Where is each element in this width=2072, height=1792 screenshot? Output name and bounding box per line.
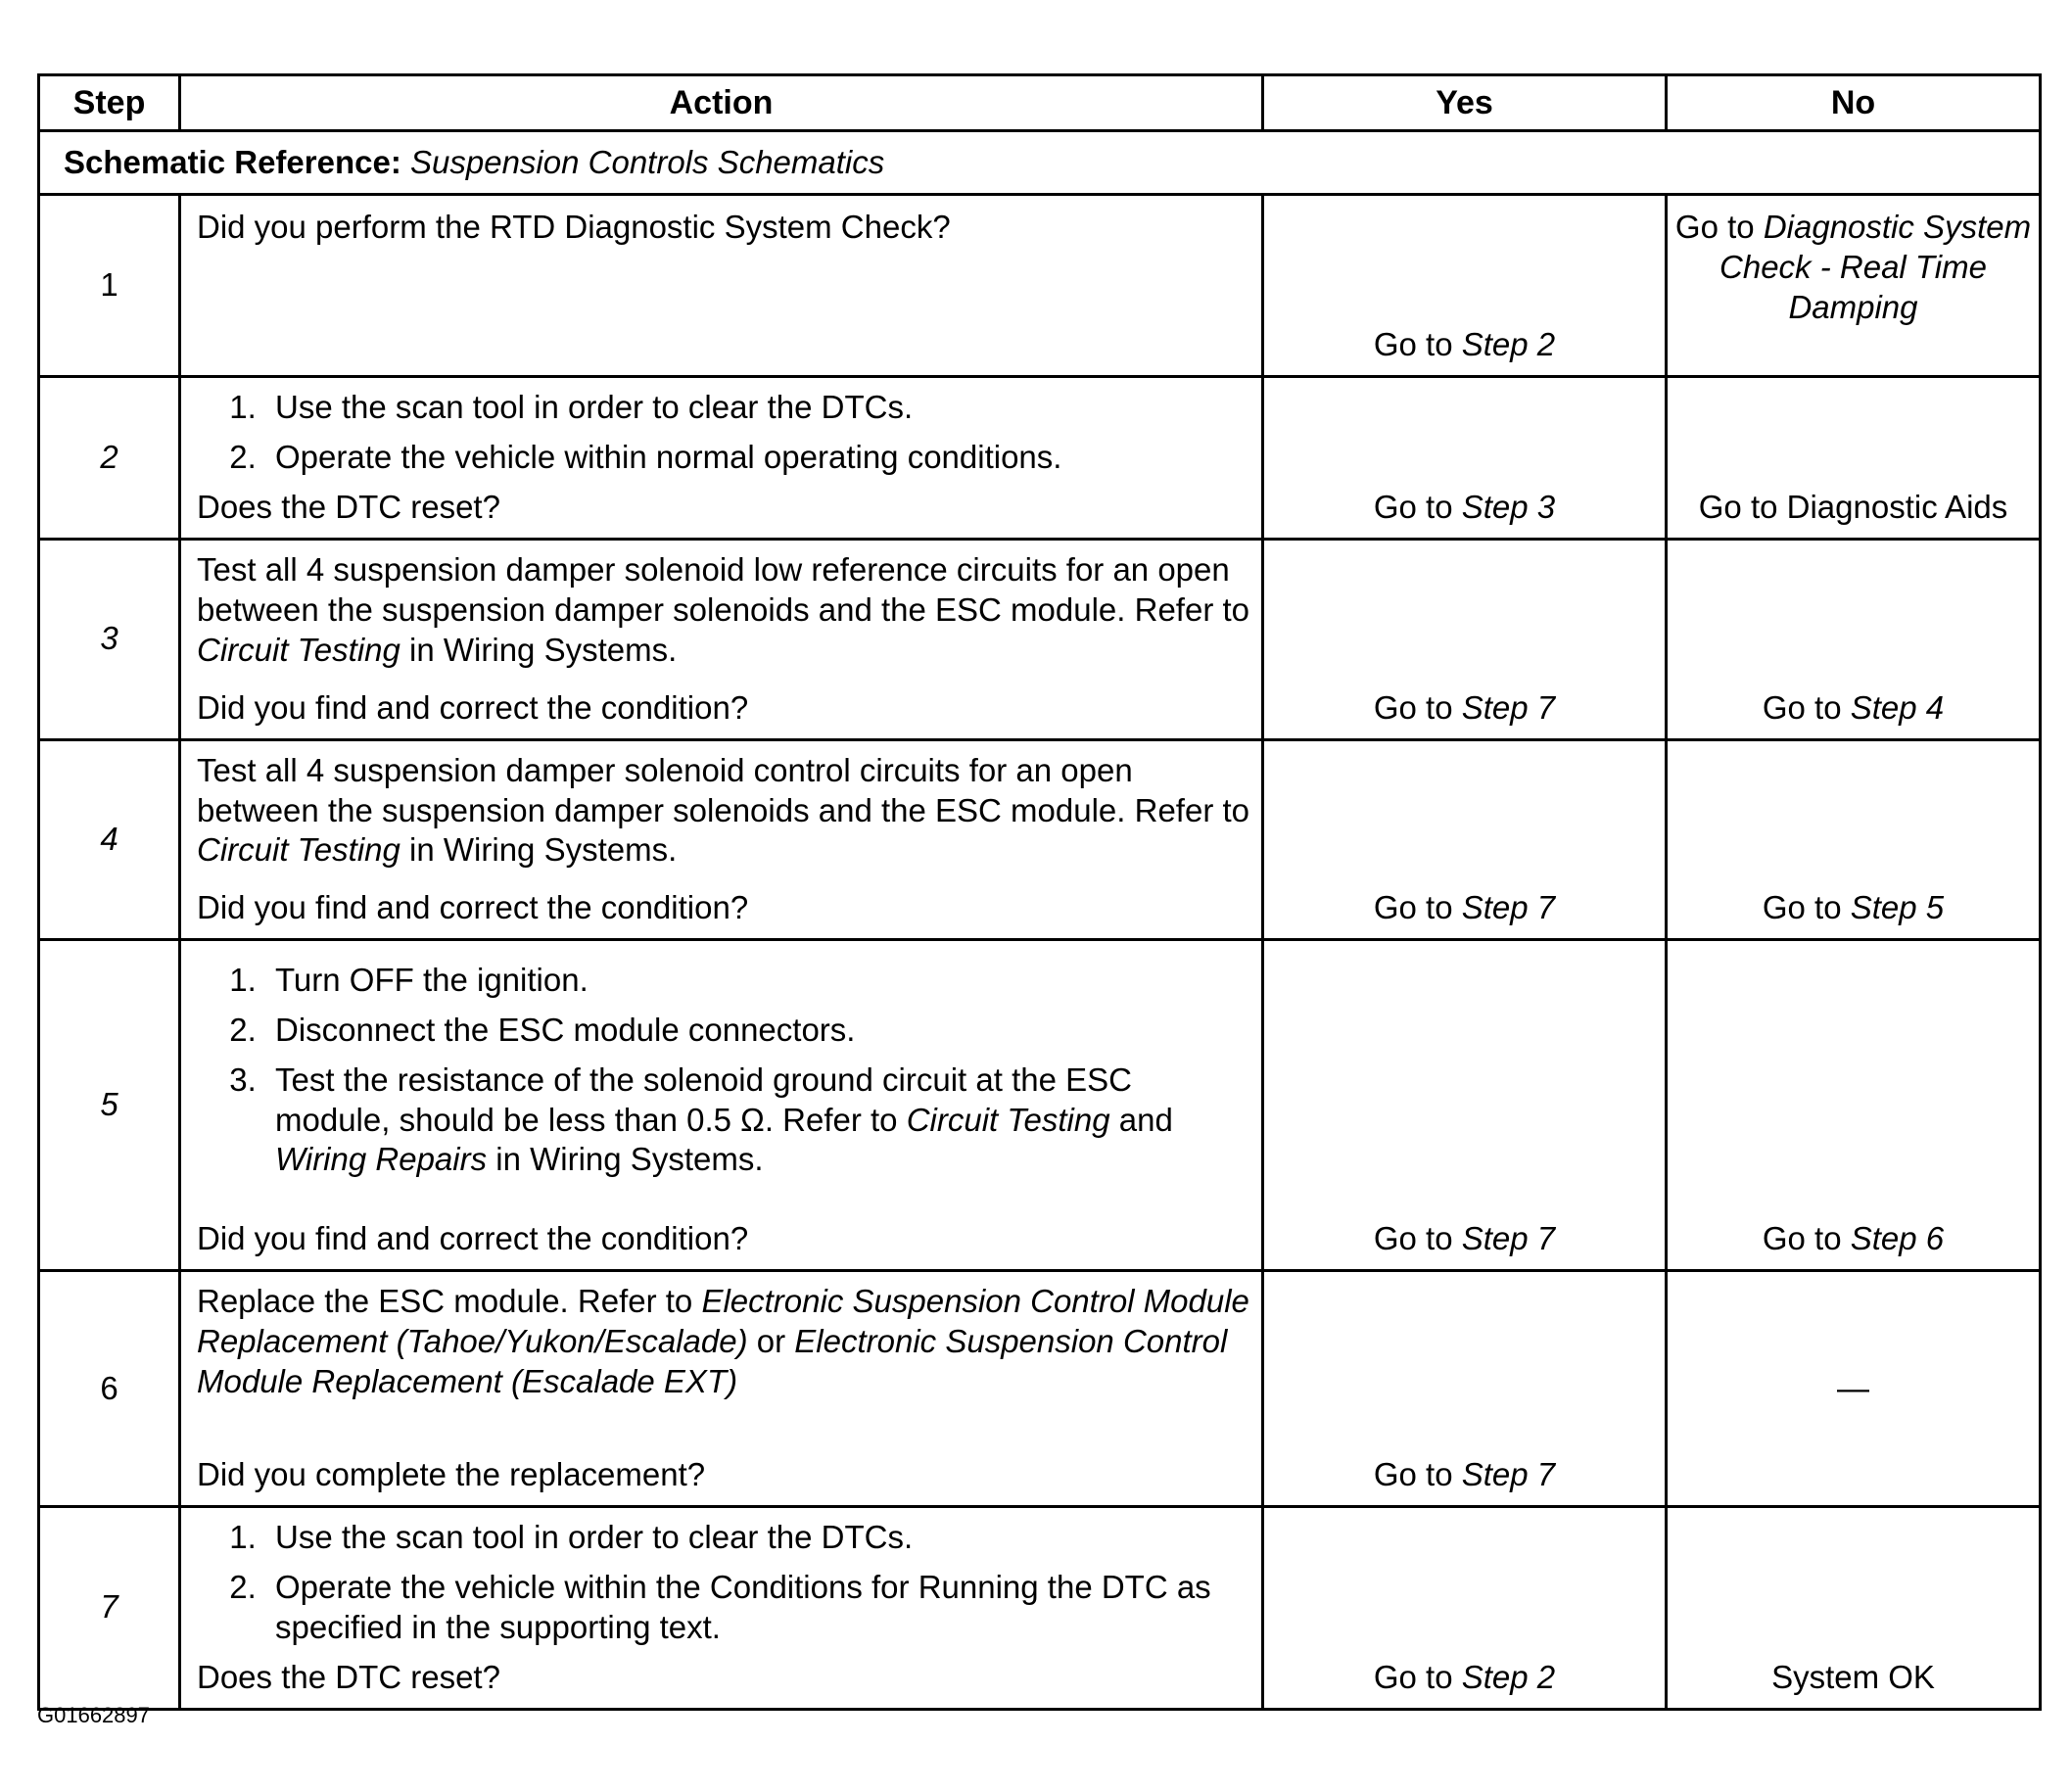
figure-id: G01662897 [37,1703,150,1727]
schematic-reference-row [39,131,2041,195]
circuit-testing-link[interactable]: Circuit Testing [197,631,400,668]
instruction-list [197,961,1249,1181]
no-text: System OK [1771,1658,1935,1695]
step-number: 3 [39,540,180,740]
step-number: 1 [39,195,180,377]
no-step-link[interactable]: Step 4 [1850,688,1945,726]
yes-cell [1263,540,1667,740]
list-item: 2. Operate the vehicle within the Conditions for Running the DTC as specified in the supporting text. [265,1568,1249,1648]
header-no: No [1667,75,2041,131]
question-text: Did you find and correct the condition? [197,889,749,926]
no-cell [1667,540,2041,740]
step-number: 4 [39,739,180,940]
yes-step-link[interactable]: Step 7 [1461,889,1556,926]
yes-step-link[interactable]: Step 3 [1461,489,1556,526]
no-dash: — [1837,1369,1869,1406]
yes-prefix: Go to [1373,688,1462,726]
yes-prefix: Go to [1373,1455,1462,1492]
header-action: Action [180,75,1263,131]
action-cell [180,377,1263,540]
yes-prefix: Go to [1373,889,1462,926]
no-cell [1667,1506,2041,1709]
table-row [39,1271,2041,1507]
list-item-text: and [1109,1101,1173,1138]
list-item: 1. Use the scan tool in order to clear the DTCs. [265,1518,1249,1558]
action-text: Test all 4 suspension damper solenoid low reference circuits for an open between the suspension damper solenoids and the ESC module. Refer to [197,551,1249,628]
list-item [265,1061,1249,1181]
action-text: or [747,1323,795,1360]
wiring-repairs-link[interactable]: Wiring Repairs [275,1141,488,1178]
esc-replacement-link-tahoe[interactable]: Electronic Suspension Control Module Replacement (Tahoe/Yukon/Escalade) [197,1283,1249,1360]
diagnostic-table-container [37,73,2039,1711]
action-cell [180,195,1263,377]
action-text: in Wiring Systems. [400,631,678,668]
yes-cell [1263,940,1667,1271]
step-number: 7 [39,1506,180,1709]
no-prefix: Go to [1674,209,1764,245]
list-item-text: Test the resistance of the solenoid ground circuit at the ESC module, should be less than 0.5 Ω. Refer to [275,1061,1132,1138]
yes-cell [1263,1506,1667,1709]
no-text: Go to Diagnostic Aids [1698,489,2008,526]
action-cell [180,739,1263,940]
header-row [39,75,2041,131]
yes-step-link[interactable]: Step 7 [1461,688,1556,726]
list-item-text: in Wiring Systems. [487,1141,764,1178]
question-text: Does the DTC reset? [197,1658,500,1695]
action-cell [180,1506,1263,1709]
step-number: 5 [39,940,180,1271]
yes-prefix: Go to [1373,1658,1462,1695]
no-cell [1667,739,2041,940]
step-number: 2 [39,377,180,540]
no-step-link[interactable]: Step 5 [1850,889,1945,926]
schematic-reference [39,131,2041,195]
esc-replacement-link-ext[interactable]: Electronic Suspension Control Module Replacement (Escalade EXT) [197,1323,1228,1400]
list-item: 1. Turn OFF the ignition. [265,961,1249,1001]
no-cell [1667,1271,2041,1507]
yes-step-link[interactable]: Step 7 [1461,1220,1556,1257]
question-text: Did you find and correct the condition? [197,688,749,726]
no-cell [1667,940,2041,1271]
question-text: Does the DTC reset? [197,489,500,526]
no-cell [1667,377,2041,540]
list-item: 2. Operate the vehicle within normal operating conditions. [265,438,1249,478]
circuit-testing-link[interactable]: Circuit Testing [197,831,400,869]
table-row [39,377,2041,540]
question-text: Did you perform the RTD Diagnostic System Check? [197,209,951,245]
yes-prefix: Go to [1373,1220,1462,1257]
yes-cell [1263,1271,1667,1507]
yes-step-link[interactable]: Step 2 [1461,326,1556,363]
circuit-testing-link[interactable]: Circuit Testing [906,1101,1110,1138]
schematic-reference-label: Schematic Reference: [64,143,401,180]
table-row [39,1506,2041,1709]
action-text: Test all 4 suspension damper solenoid control circuits for an open between the suspension damper solenoids and the ESC module. Refer to [197,751,1249,828]
no-cell [1667,195,2041,377]
action-cell [180,540,1263,740]
list-item: 2. Disconnect the ESC module connectors. [265,1011,1249,1051]
yes-step-link[interactable]: Step 2 [1461,1658,1556,1695]
action-cell [180,940,1263,1271]
yes-prefix: Go to [1373,489,1462,526]
table-row [39,195,2041,377]
step-number: 6 [39,1271,180,1507]
diagnostic-table [37,73,2042,1711]
table-row [39,940,2041,1271]
list-item: 1. Use the scan tool in order to clear the DTCs. [265,388,1249,428]
action-body [197,550,1249,671]
no-step-link[interactable]: Step 6 [1850,1220,1945,1257]
action-text: in Wiring Systems. [400,831,678,869]
question-text: Did you find and correct the condition? [197,1220,749,1257]
table-row [39,540,2041,740]
header-step: Step [39,75,180,131]
yes-step-link[interactable]: Step 7 [1461,1455,1556,1492]
question-text: Did you complete the replacement? [197,1455,706,1492]
action-text: Replace the ESC module. Refer to [197,1283,702,1320]
yes-cell [1263,195,1667,377]
header-yes: Yes [1263,75,1667,131]
instruction-list [197,388,1249,478]
yes-cell [1263,739,1667,940]
no-diagnostic-link[interactable]: Diagnostic System Check - Real Time Damping [1719,209,2032,325]
schematic-reference-link[interactable]: Suspension Controls Schematics [410,143,885,180]
action-body [197,751,1249,872]
no-prefix: Go to [1762,688,1851,726]
action-cell [180,1271,1263,1507]
no-prefix: Go to [1762,889,1851,926]
table-row [39,739,2041,940]
instruction-list [197,1518,1249,1648]
yes-cell [1263,377,1667,540]
yes-prefix: Go to [1373,326,1462,363]
action-body [197,1282,1249,1402]
no-prefix: Go to [1762,1220,1851,1257]
